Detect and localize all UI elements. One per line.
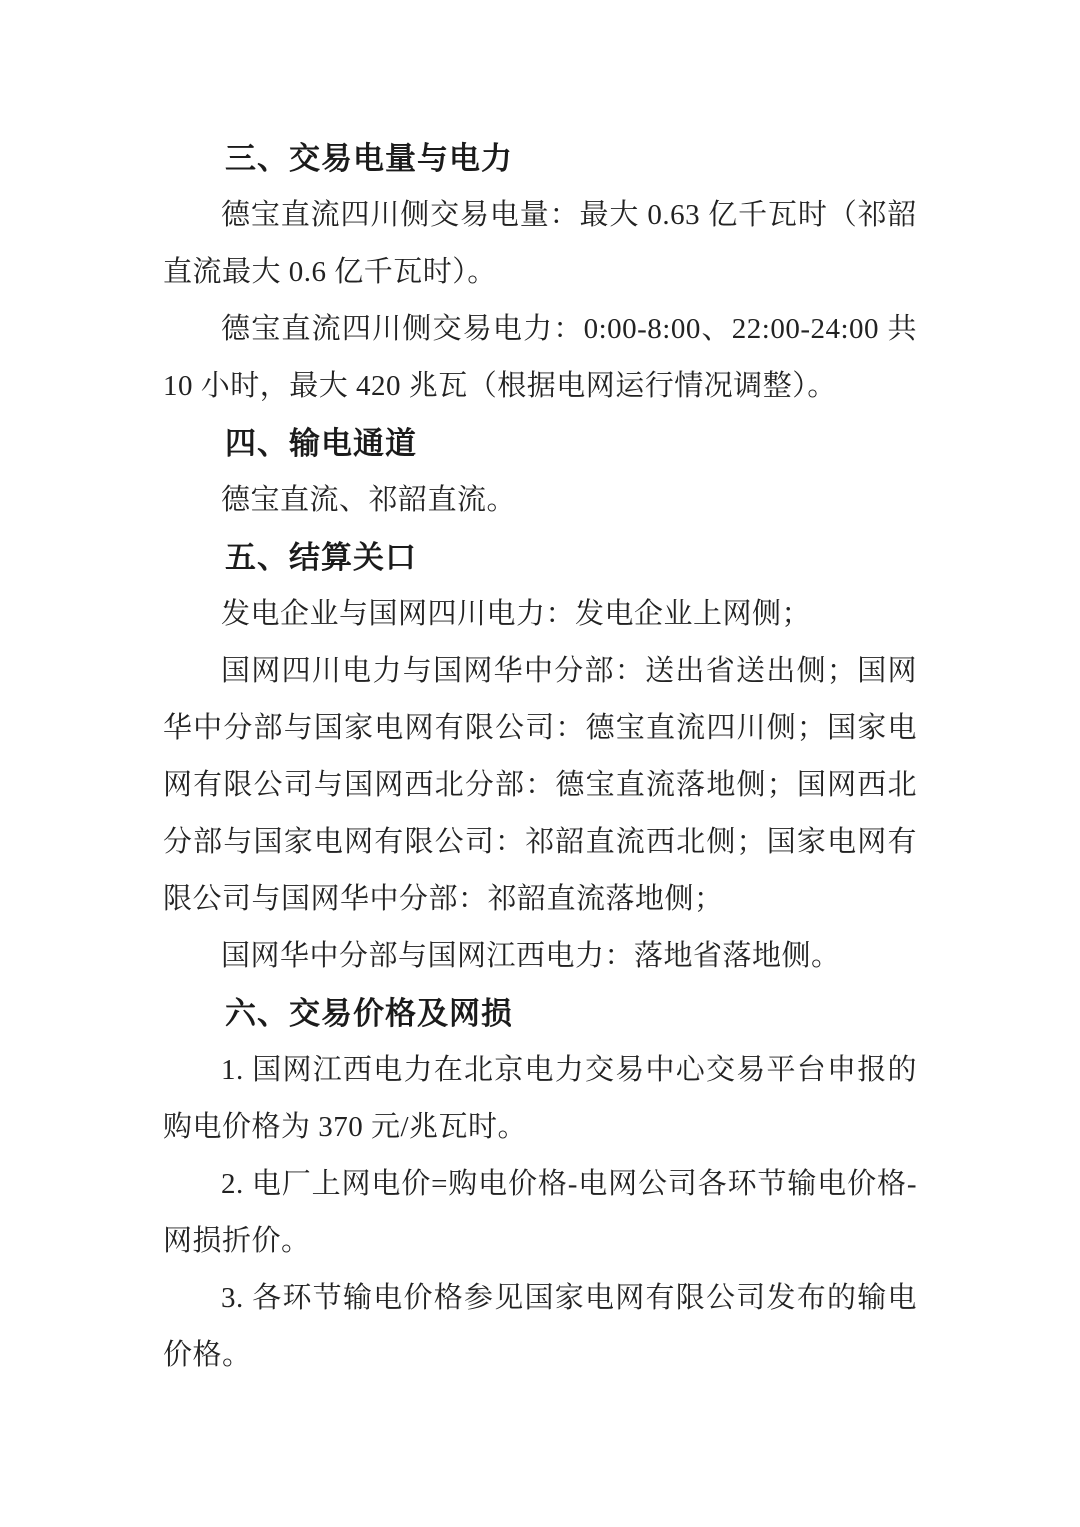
para-settlement-gateway-1: 发电企业与国网四川电力：发电企业上网侧；	[221, 598, 812, 630]
para-price-item-3: 3. 各环节输电价格参见国家电网有限公司发布的输电价格。	[163, 1282, 917, 1371]
para-debao-trade-volume: 德宝直流四川侧交易电量：最大 0.63 亿千瓦时（祁韶直流最大 0.6 亿千瓦时）。	[163, 199, 917, 288]
para-debao-trade-power: 德宝直流四川侧交易电力：0:00-8:00、22:00-24:00 共 10 小时，最大 420 兆瓦（根据电网运行情况调整）。	[163, 313, 917, 402]
heading-section-6-price-and-loss: 六、交易价格及网损	[225, 996, 513, 1031]
document-body	[163, 130, 917, 1384]
para-price-item-2: 2. 电厂上网电价=购电价格-电网公司各环节输电价格-网损折价。	[163, 1168, 917, 1257]
heading-section-4-transmission-channel: 四、输电通道	[225, 426, 417, 461]
heading-section-5-settlement-gateway: 五、结算关口	[225, 540, 417, 575]
para-transmission-channels: 德宝直流、祁韶直流。	[221, 484, 517, 516]
heading-section-3-trade-volume-and-power: 三、交易电量与电力	[225, 141, 513, 176]
para-settlement-gateway-3: 国网华中分部与国网江西电力：落地省落地侧。	[221, 940, 841, 972]
para-settlement-gateway-2: 国网四川电力与国网华中分部：送出省送出侧；国网华中分部与国家电网有限公司：德宝直流四川侧；国家电网有限公司与国网西北分部：德宝直流落地侧；国网西北分部与国家电网有限公司：祁韶直流西北侧；国家电网有限公司与国网华中分部：祁韶直流落地侧；	[163, 655, 917, 915]
para-price-item-1: 1. 国网江西电力在北京电力交易中心交易平台申报的购电价格为 370 元/兆瓦时。	[163, 1054, 917, 1143]
